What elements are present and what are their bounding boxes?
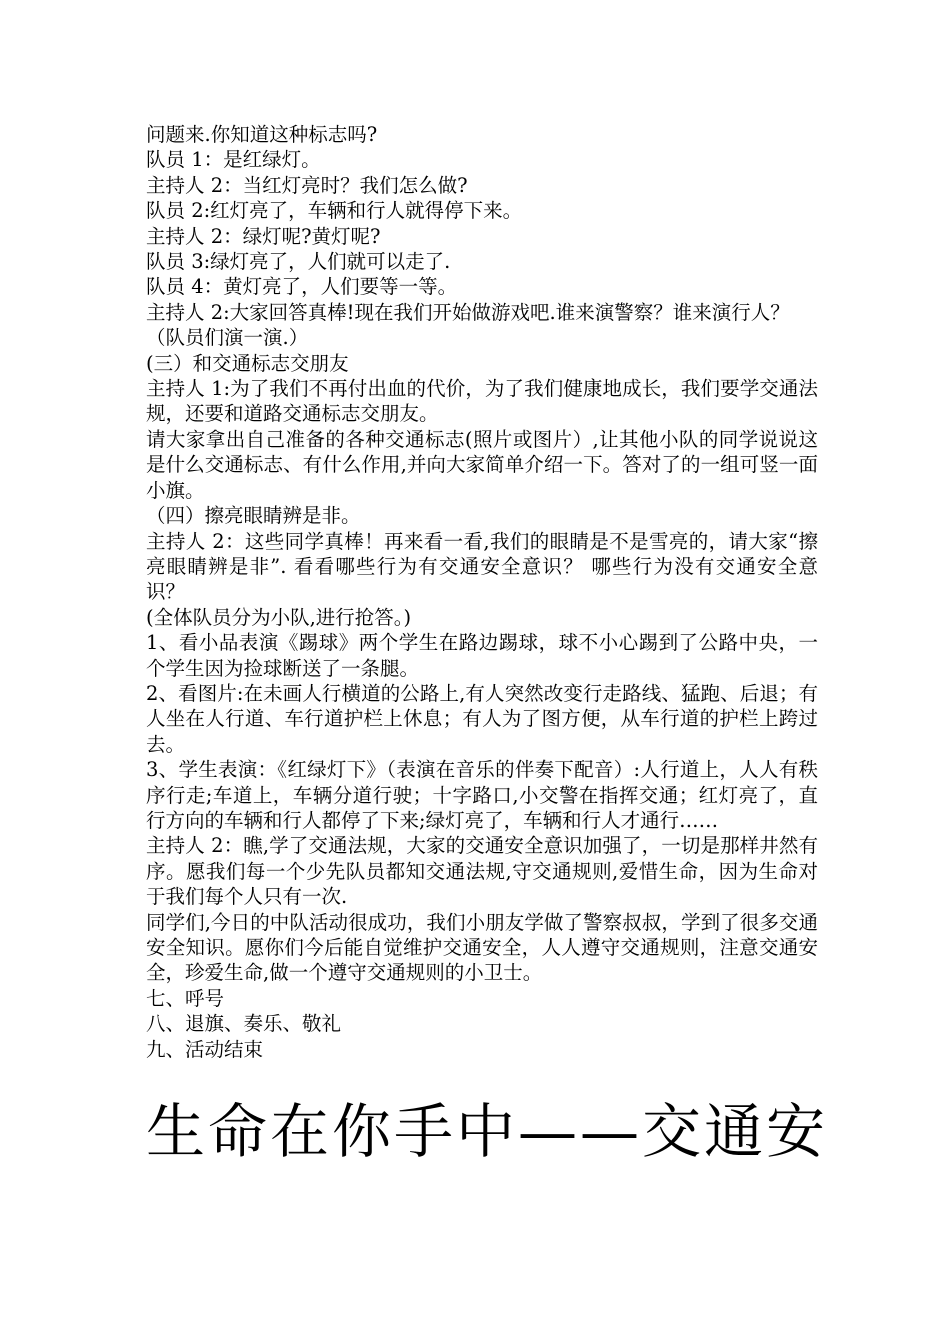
paragraph: 队员 3:绿灯亮了，人们就可以走了.	[146, 250, 451, 274]
section-heading: （四）擦亮眼睛辨是非。	[146, 504, 361, 528]
paragraph: 主持人 2：当红灯亮时？我们怎么做?	[146, 173, 468, 197]
paragraph: 主持人 2：这些同学真棒！再来看一看,我们的眼睛是不是雪亮的，请大家“擦亮眼睛辨是非”. 看看哪些行为有交通安全意识？ 哪些行为没有交通安全意识？	[146, 529, 818, 604]
paragraph: 队员 2:红灯亮了，车辆和行人就得停下来。	[146, 199, 523, 223]
list-item: 3、学生表演：《红绿灯下》（表演在音乐的伴奏下配音）:人行道上，人人有秩序行走;车道上，车辆分道行驶；十字路口,小交警在指挥交通；红灯亮了，直行方向的车辆和行人都停了下来;绿灯亮了，车辆和行人才通行……	[146, 758, 818, 832]
document-title: 生命在你手中——交通安	[146, 1097, 829, 1166]
section-heading: (三）和交通标志交朋友	[146, 351, 349, 375]
section-heading: 八、退旗、奏乐、敬礼	[146, 1012, 342, 1036]
paragraph: 同学们,今日的中队活动很成功，我们小朋友学做了警察叔叔，学到了很多交通安全知识。愿你们今后能自觉维护交通安全，人人遵守交通规则，注意交通安全，珍爱生命,做一个遵守交通规则的小卫士。	[146, 910, 818, 985]
paragraph: (全体队员分为小队,进行抢答。)	[146, 605, 412, 629]
paragraph: 队员 1：是红绿灯。	[146, 148, 321, 172]
list-item: 1、看小品表演《踢球》两个学生在路边踢球，球不小心踢到了公路中央，一个学生因为捡球断送了一条腿。	[146, 631, 818, 680]
paragraph: 队员 4：黄灯亮了，人们要等一等。	[146, 275, 458, 299]
paragraph: 主持人 2：绿灯呢?黄灯呢?	[146, 224, 381, 248]
paragraph: 请大家拿出自己准备的各种交通标志(照片或图片）,让其他小队的同学说说这是什么交通标志、有什么作用,并向大家简单介绍一下。答对了的一组可竖一面小旗。	[146, 427, 818, 502]
paragraph: 问题来.你知道这种标志吗?	[146, 123, 378, 146]
paragraph: 主持人 2：瞧,学了交通法规，大家的交通安全意识加强了，一切是那样井然有序。愿我们每一个少先队员都知交通法规,守交通规则,爱惜生命，因为生命对于我们每个人只有一次.	[146, 834, 818, 909]
section-heading: 七、呼号	[146, 986, 225, 1010]
list-item: 2、看图片:在未画人行横道的公路上,有人突然改变行走路线、猛跑、后退；有人坐在人行道、车行道护栏上休息；有人为了图方便，从车行道的护栏上跨过去。	[146, 681, 818, 756]
document-body	[146, 122, 818, 1062]
paragraph: （队员们演一演.）	[146, 326, 309, 350]
section-heading: 九、活动结束	[146, 1037, 264, 1061]
paragraph: 主持人 1:为了我们不再付出血的代价，为了我们健康地成长，我们要学交通法规，还要和道路交通标志交朋友。	[146, 377, 818, 426]
paragraph: 主持人 2:大家回答真棒!现在我们开始做游戏吧.谁来演警察？谁来演行人？	[146, 300, 790, 324]
